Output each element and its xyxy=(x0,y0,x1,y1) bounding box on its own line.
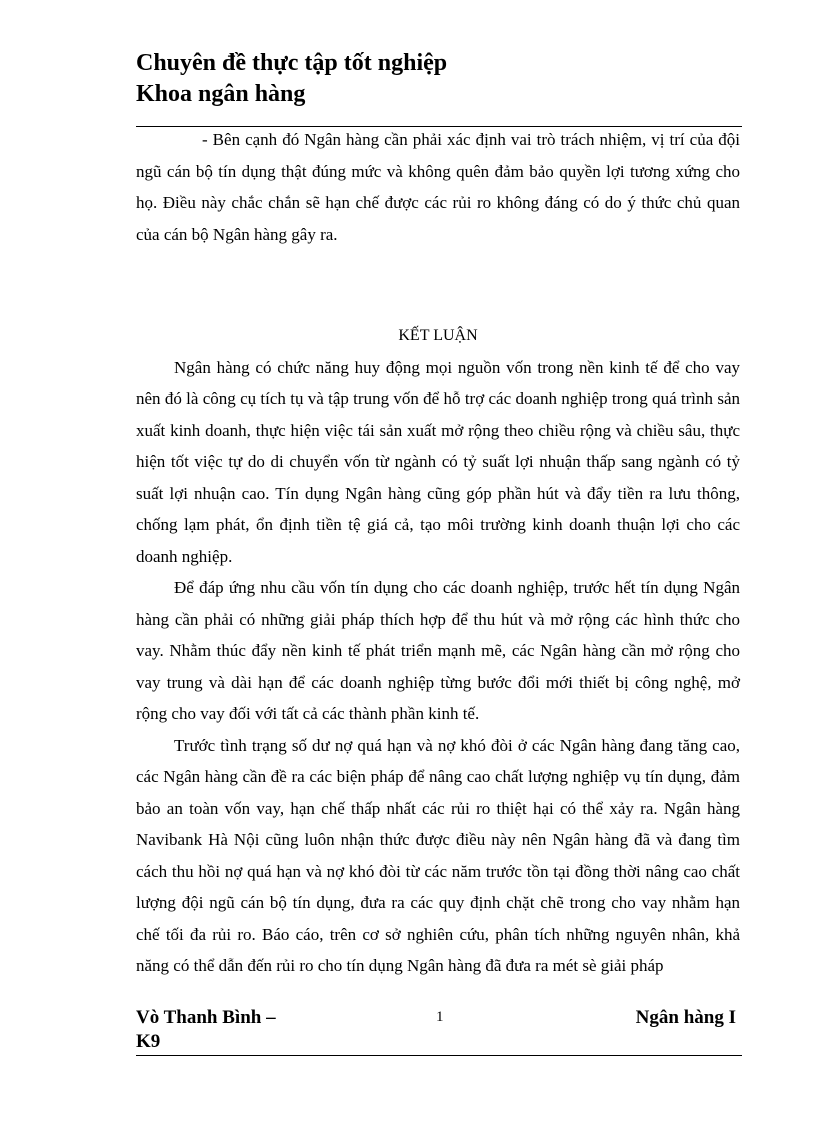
document-body xyxy=(136,124,740,982)
page-footer xyxy=(136,1006,742,1062)
footer-author: Vò Thanh Bình – K9 xyxy=(136,1007,276,1052)
body-paragraph: Ngân hàng có chức năng huy động mọi nguồn vốn trong nền kinh tế để cho vay nên đó là công cụ tích tụ và tập trung vốn để hỗ trợ các doanh nghiệp trong quá trình sản xuất kinh doanh, thực hiện việc tái sản xuất mở rộng theo chiều rộng và chiều sâu, thực hiện tốt việc tự do di chuyển vốn từ ngành có tỷ suất lợi nhuận thấp sang ngành có tỷ suất lợi nhuận cao. Tín dụng Ngân hàng cũng góp phần hút và đẩy tiền ra lưu thông, chống lạm phát, ổn định tiền tệ giá cả, tạo môi trường kinh doanh thuận lợi cho các doanh nghiệp. xyxy=(136,357,740,566)
page-header xyxy=(136,48,742,110)
header-subtitle: Khoa ngân hàng xyxy=(136,81,306,107)
footer-divider xyxy=(136,1055,742,1056)
body-paragraph: Trước tình trạng số dư nợ quá hạn và nợ khó đòi ở các Ngân hàng đang tăng cao, các Ngân hàng cần đề ra các biện pháp để nâng cao chất lượng nghiệp vụ tín dụng, đảm bảo an toàn vốn vay, hạn chế thấp nhất các rủi ro thiệt hại có thể xảy ra. Ngân hàng Navibank Hà Nội cũng luôn nhận thức được điều này nên Ngân hàng đã và đang tìm cách thu hồi nợ quá hạn và nợ khó đòi từ các năm trước tồn tại đồng thời nâng cao chất lượng đội ngũ cán bộ tín dụng, đưa ra các quy định chặt chẽ trong cho vay nhằm hạn chế tối đa rủi ro. Báo cáo, trên cơ sở nghiên cứu, phân tích những nguyên nhân, khả năng có thể dẫn đến rủi ro cho tín dụng Ngân hàng đã đưa ra mét sè giải pháp xyxy=(136,735,740,975)
header-title: Chuyên đề thực tập tốt nghiệp xyxy=(136,50,448,76)
section-spacer xyxy=(136,250,740,320)
intro-paragraph: - Bên cạnh đó Ngân hàng cần phải xác định vai trò trách nhiệm, vị trí của đội ngũ cán bộ tín dụng thật đúng mức và không quên đảm bảo quyền lợi tương xứng cho họ. Điều này chắc chắn sẽ hạn chế được các rủi ro không đáng có do ý thức chủ quan của cán bộ Ngân hàng gây ra. xyxy=(136,130,740,244)
section-heading: KẾT LUẬN xyxy=(398,327,478,344)
page-number: 1 xyxy=(436,1009,444,1025)
body-paragraph: Để đáp ứng nhu cầu vốn tín dụng cho các doanh nghiệp, trước hết tín dụng Ngân hàng cần phải có những giải pháp thích hợp để thu hút và mở rộng các hình thức cho vay. Nhằm thúc đẩy nền kinh tế phát triển mạnh mẽ, các Ngân hàng cần mở rộng cho vay trung và dài hạn để các doanh nghiệp từng bước đổi mới thiết bị công nghệ, mở rộng cho vay đối với tất cả các thành phần kinh tế. xyxy=(136,578,740,723)
footer-department: Ngân hàng I xyxy=(635,1007,736,1028)
